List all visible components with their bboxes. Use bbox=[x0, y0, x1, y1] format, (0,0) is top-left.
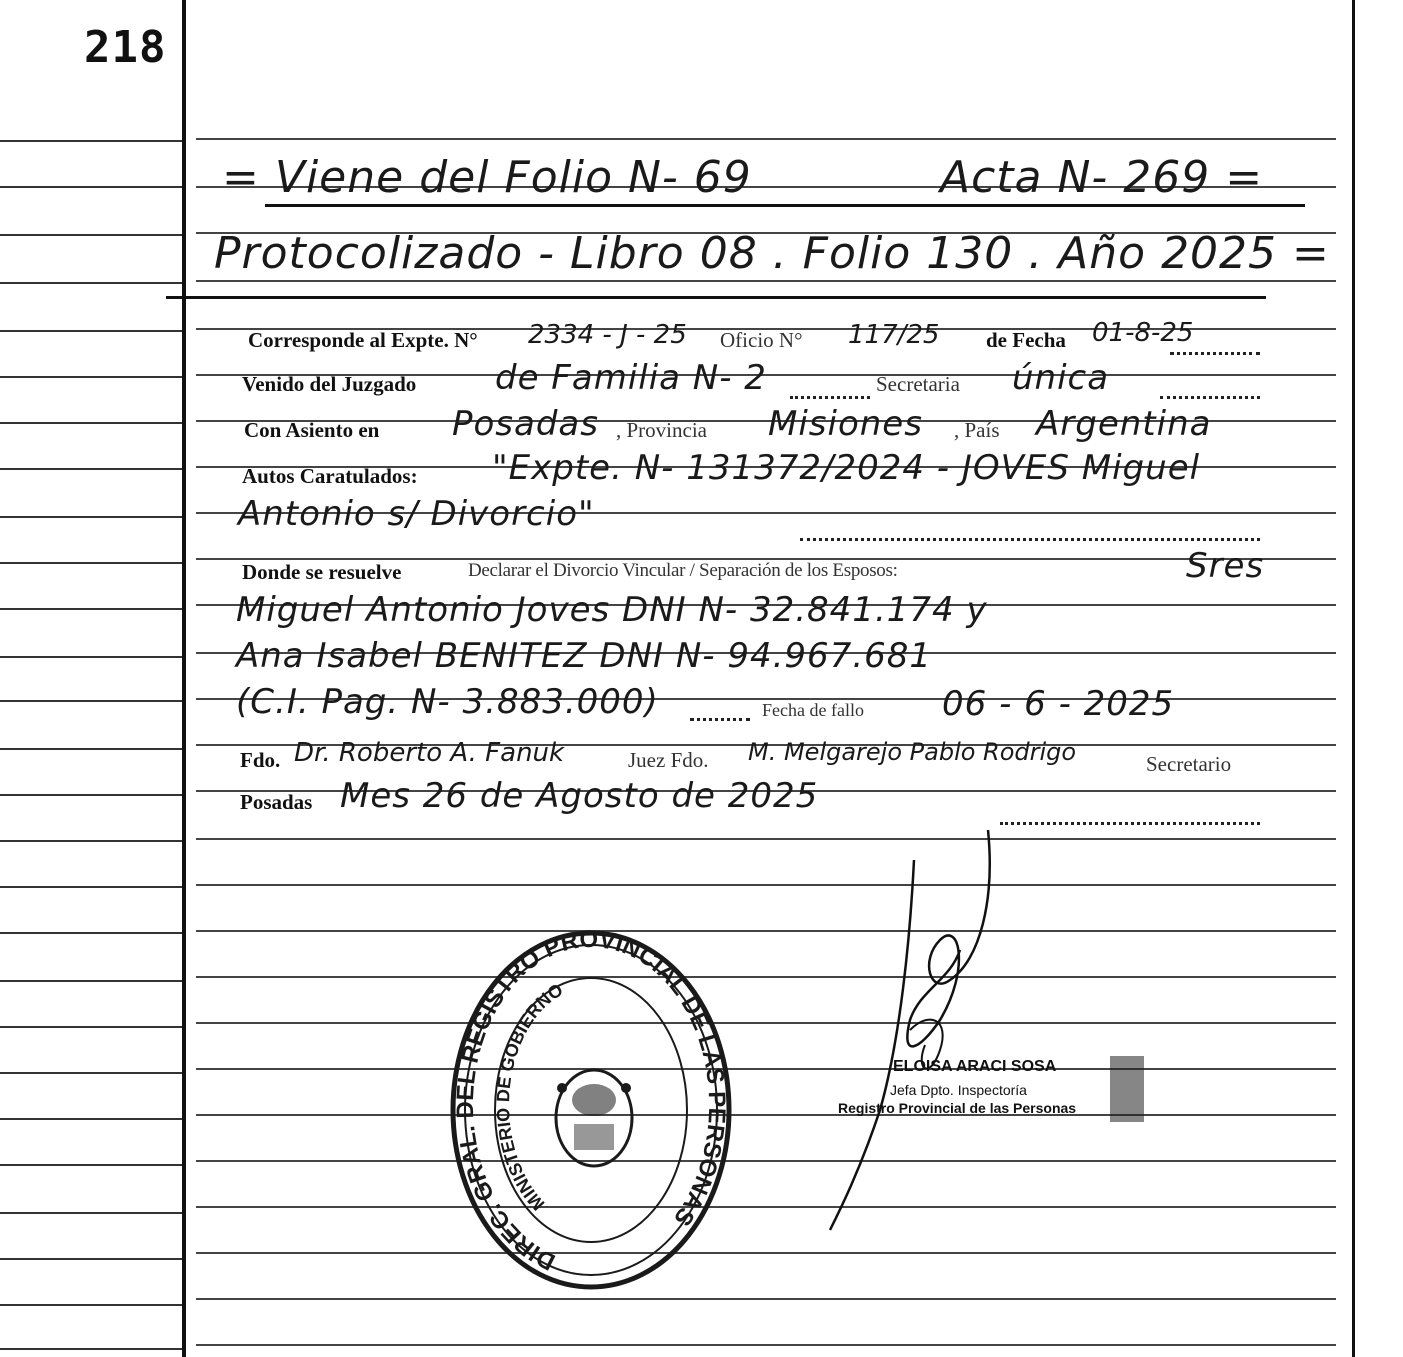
pais-label: , País bbox=[954, 418, 1000, 442]
signatory-title: Jefa Dpto. Inspectoría bbox=[890, 1082, 1027, 1098]
margin-ruled-line bbox=[0, 516, 182, 518]
posadas-value: Mes 26 de Agosto de 2025 bbox=[340, 776, 819, 816]
left-margin bbox=[0, 0, 190, 1357]
margin-ruled-line bbox=[0, 656, 182, 658]
signatory-name: ELOISA ARACI SOSA bbox=[893, 1058, 1057, 1075]
page-ruled-line bbox=[196, 1068, 1336, 1070]
donde-label: Donde se resuelve bbox=[242, 560, 402, 584]
page-ruled-line bbox=[196, 1344, 1336, 1346]
page-ruled-line bbox=[196, 1206, 1336, 1208]
corresponde-label: Corresponde al Expte. N° bbox=[248, 328, 478, 352]
margin-ruled-line bbox=[0, 608, 182, 610]
fecha-dots bbox=[1170, 352, 1260, 355]
oficio-value: 117/25 bbox=[848, 320, 940, 350]
margin-ruled-line bbox=[0, 1304, 182, 1306]
margin-ruled-line bbox=[0, 376, 182, 378]
page-ruled-line bbox=[196, 1160, 1336, 1162]
page-ruled-line bbox=[196, 884, 1336, 886]
fdo-label: Fdo. bbox=[240, 748, 281, 772]
header-underline-2 bbox=[166, 296, 1266, 299]
svg-text:MINISTERIO DE GOBIERNO bbox=[493, 980, 566, 1215]
handwritten-signature bbox=[820, 820, 1020, 1240]
secretaria-value: única bbox=[1012, 358, 1110, 398]
donde-text: Declarar el Divorcio Vincular / Separación de los Esposos: bbox=[468, 560, 898, 581]
margin-ruled-line bbox=[0, 422, 182, 424]
autos-value-1: "Expte. N- 131372/2024 - JOVES Miguel bbox=[492, 448, 1201, 488]
right-border bbox=[1352, 0, 1355, 1357]
donde-value-start: Sres bbox=[1186, 546, 1265, 586]
margin-ruled-line bbox=[0, 748, 182, 750]
coat-of-arms-icon bbox=[556, 1070, 632, 1166]
header-line-2: Protocolizado - Libro 08 . Folio 130 . Año 2025 = bbox=[214, 228, 1330, 279]
fecha-fallo-label: Fecha de fallo bbox=[762, 700, 864, 720]
spouse-line-3: (C.I. Pag. N- 3.883.000) bbox=[236, 682, 659, 722]
margin-ruled-line bbox=[0, 700, 182, 702]
header-line-1-right: Acta N- 269 = bbox=[940, 152, 1264, 203]
spouse-line-2: Ana Isabel BENITEZ DNI N- 94.967.681 bbox=[236, 636, 933, 676]
page-ruled-line bbox=[196, 1298, 1336, 1300]
provincia-label: , Provincia bbox=[616, 418, 707, 442]
margin-rule bbox=[182, 0, 186, 1357]
oficio-label: Oficio N° bbox=[720, 328, 803, 352]
page-ruled-line bbox=[196, 1252, 1336, 1254]
page-ruled-line bbox=[196, 1022, 1336, 1024]
margin-ruled-line bbox=[0, 330, 182, 332]
secretario-label: Secretario bbox=[1146, 752, 1232, 776]
juez-value: Dr. Roberto A. Fanuk bbox=[294, 738, 565, 768]
secretario-value: M. Melgarejo Pablo Rodrigo bbox=[748, 738, 1077, 766]
margin-ruled-line bbox=[0, 562, 182, 564]
fecha-label: de Fecha bbox=[986, 328, 1066, 352]
margin-ruled-line bbox=[0, 1118, 182, 1120]
autos-dots bbox=[800, 538, 1260, 541]
margin-ruled-line bbox=[0, 980, 182, 982]
pais-value: Argentina bbox=[1036, 404, 1212, 444]
page-ruled-line bbox=[196, 138, 1336, 140]
margin-ruled-line bbox=[0, 932, 182, 934]
page-ruled-line bbox=[196, 930, 1336, 932]
margin-ruled-line bbox=[0, 1348, 182, 1350]
margin-ruled-line bbox=[0, 886, 182, 888]
juzgado-value: de Familia N- 2 bbox=[495, 358, 767, 398]
margin-ruled-line bbox=[0, 1164, 182, 1166]
spouse-dots bbox=[690, 718, 750, 721]
fecha-fallo-value: 06 - 6 - 2025 bbox=[942, 684, 1175, 724]
margin-ruled-line bbox=[0, 840, 182, 842]
stamp-inner-text: MINISTERIO DE GOBIERNO bbox=[492, 979, 567, 1215]
secretaria-dots bbox=[1160, 396, 1260, 399]
spouse-line-1: Miguel Antonio Joves DNI N- 32.841.174 y bbox=[236, 590, 988, 630]
margin-ruled-line bbox=[0, 282, 182, 284]
fecha-value: 01-8-25 bbox=[1092, 318, 1194, 348]
expte-value: 2334 - J - 25 bbox=[528, 320, 687, 350]
header-underline-1 bbox=[265, 204, 1305, 207]
autos-label: Autos Caratulados: bbox=[242, 464, 418, 488]
autos-value-2: Antonio s/ Divorcio" bbox=[238, 494, 595, 534]
signatory-office: Registro Provincial de las Personas bbox=[838, 1100, 1077, 1116]
sello-seal-icon bbox=[1110, 1056, 1144, 1122]
posadas-label: Posadas bbox=[240, 790, 313, 814]
page-ruled-line bbox=[196, 280, 1336, 282]
margin-ruled-line bbox=[0, 1026, 182, 1028]
margin-ruled-line bbox=[0, 140, 182, 142]
folio-number: 218 bbox=[84, 22, 167, 73]
asiento-label: Con Asiento en bbox=[244, 418, 380, 442]
page-ruled-line bbox=[196, 976, 1336, 978]
margin-ruled-line bbox=[0, 468, 182, 470]
page-ruled-line bbox=[196, 838, 1336, 840]
asiento-value: Posadas bbox=[452, 404, 599, 444]
stamp-outer-text: DIREC. GRAL. DEL REGISTRO PROVINCIAL DE LAS PERSONAS bbox=[451, 928, 731, 1276]
header-line-1-left: = Viene del Folio N- 69 bbox=[222, 152, 752, 203]
registry-stamp bbox=[446, 928, 736, 1298]
provincia-value: Misiones bbox=[768, 404, 923, 444]
venido-label: Venido del Juzgado bbox=[242, 372, 417, 396]
secretaria-label: Secretaria bbox=[876, 372, 960, 396]
margin-ruled-line bbox=[0, 1072, 182, 1074]
juzgado-dots bbox=[790, 396, 870, 399]
juez-label: Juez Fdo. bbox=[628, 748, 709, 772]
margin-ruled-line bbox=[0, 186, 182, 188]
margin-ruled-line bbox=[0, 794, 182, 796]
page-ruled-line bbox=[196, 1114, 1336, 1116]
margin-ruled-line bbox=[0, 1212, 182, 1214]
margin-ruled-line bbox=[0, 234, 182, 236]
posadas-dots bbox=[1000, 822, 1260, 825]
margin-ruled-line bbox=[0, 1258, 182, 1260]
